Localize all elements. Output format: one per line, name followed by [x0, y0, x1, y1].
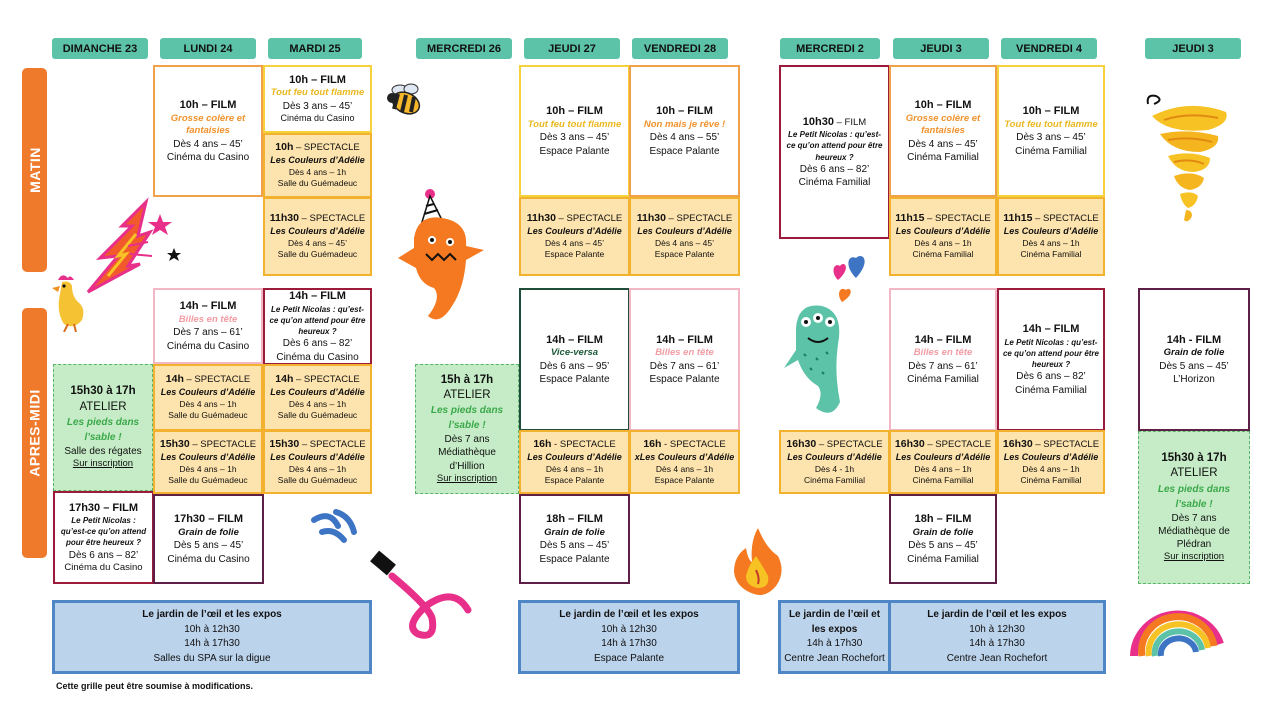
expo-place: Salles du SPA sur la digue	[153, 652, 271, 664]
event-age: Dès 6 ans – 95’	[539, 360, 610, 372]
event-place-line2: d’Hillion	[449, 460, 485, 472]
event-vendredi4-spectacle-11h15[interactable]	[997, 197, 1105, 276]
event-title: Les Couleurs d’Adélie	[1003, 451, 1099, 462]
event-time: 16h30 – SPECTACLE	[1002, 437, 1100, 450]
event-place: Cinéma Familial	[1020, 249, 1082, 260]
event-place: Cinéma Familial	[907, 151, 979, 163]
event-title: Les Couleurs d’Adélie	[895, 451, 991, 462]
event-jeudi3-film-14h[interactable]	[889, 288, 997, 431]
event-age: Dès 4 ans – 45’	[908, 138, 978, 150]
expo-place: Centre Jean Rochefort	[784, 652, 885, 664]
orange-ghost-icon	[394, 188, 490, 330]
day-header-vendredi-28: VENDREDI 28	[632, 38, 728, 59]
event-jeudi27-spectacle-16h[interactable]	[519, 430, 630, 494]
event-time: 14h – FILM	[1022, 323, 1080, 336]
event-age: Dès 4 ans – 1h	[545, 463, 604, 474]
event-mardi-film-14h[interactable]	[263, 288, 372, 365]
event-place: Salle du Guémadeuc	[277, 474, 358, 485]
event-place: Espace Palante	[654, 474, 715, 485]
event-title: Les Couleurs d’Adélie	[160, 387, 256, 398]
event-time: 15h30 à 17h	[70, 385, 136, 398]
event-time: 10h – FILM	[656, 105, 713, 118]
event-age: Dès 4 ans – 1h	[179, 399, 237, 410]
event-place: Espace Palante	[649, 374, 720, 386]
event-place: Cinéma du Casino	[280, 113, 355, 124]
event-place: L’Horizon	[1173, 374, 1215, 386]
event-mardi-spectacle-14h[interactable]	[263, 364, 372, 431]
event-vendredi28-film-morning[interactable]	[629, 65, 740, 197]
event-time: 11h15 – SPECTACLE	[895, 212, 991, 225]
event-jeudi3b-film-14h[interactable]	[1138, 288, 1250, 431]
event-time: 14h – SPECTACLE	[275, 373, 360, 386]
event-title: xLes Couleurs d’Adélie	[634, 451, 735, 462]
event-time: 15h30 – SPECTACLE	[269, 437, 366, 450]
event-time: 11h30 – SPECTACLE	[526, 212, 623, 225]
event-title: Grosse colère et fantaisies	[170, 112, 246, 137]
event-place: Cinéma Familial	[912, 249, 974, 260]
event-title-line2: l’sable !	[84, 431, 122, 443]
event-age: Dès 3 ans – 45’	[539, 132, 610, 144]
day-header-jeudi-27: JEUDI 27	[524, 38, 620, 59]
event-age: Dès 7 ans	[1171, 512, 1217, 524]
event-title: Les Couleurs d’Adélie	[637, 226, 732, 237]
event-title: Les Couleurs d’Adélie	[270, 226, 365, 237]
event-age: Dès 4 ans – 45’	[287, 238, 348, 249]
event-time: 10h – FILM	[546, 105, 603, 118]
event-lundi-film-morning[interactable]	[153, 65, 263, 197]
event-place: Espace Palante	[539, 145, 610, 157]
event-title: Grain de folie	[544, 526, 605, 538]
event-mardi-spectacle-10h[interactable]	[263, 133, 372, 198]
event-place: Espace Palante	[539, 553, 610, 565]
event-title: Grain de folie	[178, 526, 239, 538]
firework-icon	[78, 196, 188, 296]
event-age: Dès 5 ans – 45’	[1159, 360, 1229, 372]
event-jeudi3-spectacle-16h30[interactable]	[889, 430, 997, 494]
event-title: Tout feu tout flamme	[527, 118, 622, 130]
signup-link[interactable]: Sur inscription	[1163, 551, 1225, 563]
event-age: Dès 4 ans – 1h	[1022, 238, 1080, 249]
event-title: Les Couleurs d’Adélie	[270, 155, 365, 166]
event-title: Les Couleurs d’Adélie	[270, 451, 365, 462]
event-dimanche-film-17h30[interactable]	[53, 491, 154, 584]
event-time: 17h30 – FILM	[173, 513, 244, 526]
event-age: Dès 4 ans – 1h	[914, 463, 972, 474]
event-title: Les Couleurs d’Adélie	[270, 387, 365, 398]
event-place: Cinéma Familial	[798, 177, 871, 189]
event-title: Le Petit Nicolas : qu’est-ce qu’on attend pour être heureux ?	[786, 130, 883, 162]
expo-box-2[interactable]	[518, 600, 740, 674]
event-title: Grain de folie	[912, 526, 974, 538]
expo-box-3[interactable]	[778, 600, 891, 674]
event-age: Dès 4 ans – 45’	[654, 238, 715, 249]
day-header-dimanche-23: DIMANCHE 23	[52, 38, 148, 59]
expo-hours-2: 14h à 17h30	[601, 638, 657, 649]
event-time: 16h - SPECTACLE	[643, 437, 726, 450]
event-age: Dès 4 ans – 1h	[914, 238, 972, 249]
event-time: 17h30 – FILM	[68, 501, 139, 514]
event-place: Cinéma du Casino	[167, 553, 250, 565]
event-age: Dès 4 - 1h	[814, 463, 855, 474]
event-lundi-spectacle-15h30[interactable]	[153, 430, 263, 494]
expo-title: Le jardin de l’œil et les expos	[788, 609, 881, 635]
expo-title: Le jardin de l’œil et les expos	[142, 609, 282, 620]
day-header-vendredi-4: VENDREDI 4	[1001, 38, 1097, 59]
rainbow-icon	[1128, 604, 1224, 660]
event-kind: ATELIER	[1170, 467, 1218, 480]
water-hose-icon	[308, 506, 478, 646]
event-place: Cinéma du Casino	[64, 561, 143, 573]
expo-title: Le jardin de l’œil et les expos	[927, 609, 1067, 620]
event-time: 16h30 – SPECTACLE	[894, 437, 992, 450]
day-header-jeudi-3: JEUDI 3	[893, 38, 989, 59]
side-label-matin	[22, 68, 47, 272]
event-time: 14h – FILM	[656, 333, 713, 346]
day-header-mercredi-2: MERCREDI 2	[780, 38, 880, 59]
expo-hours-1: 10h à 12h30	[184, 623, 240, 635]
event-place: Cinéma du Casino	[166, 340, 250, 352]
event-time: 15h30 à 17h	[1161, 452, 1227, 465]
event-time: 10h – FILM	[914, 99, 972, 112]
side-label-matin-text: MATIN	[26, 147, 43, 193]
event-time: 14h – FILM	[179, 300, 237, 313]
event-time: 18h – FILM	[546, 513, 603, 526]
side-label-apres-midi-text: APRES-MIDI	[26, 389, 43, 477]
event-title: Les Couleurs d’Adélie	[895, 226, 991, 237]
event-place: Salle du Guémadeuc	[277, 178, 358, 189]
event-time: 14h – FILM	[914, 333, 972, 346]
event-time: 10h – SPECTACLE	[275, 141, 360, 154]
footer-note: Cette grille peut être soumise à modifications.	[56, 681, 254, 691]
event-lundi-spectacle-14h[interactable]	[153, 364, 263, 431]
event-dimanche-atelier[interactable]	[53, 364, 153, 491]
event-age: Dès 4 ans – 1h	[288, 399, 347, 410]
event-place: Cinéma Familial	[1015, 145, 1087, 157]
tornado-icon	[1138, 90, 1234, 228]
event-mercredi2-spectacle-16h30[interactable]	[779, 430, 890, 494]
event-place: Cinéma du Casino	[166, 151, 250, 163]
event-title: Billes en tête	[913, 347, 973, 359]
event-title-line1: Les pieds dans	[430, 405, 504, 417]
day-header-mardi-25: MARDI 25	[268, 38, 362, 59]
event-mercredi2-film-morning[interactable]	[779, 65, 890, 239]
event-title: Non mais je rêve !	[643, 118, 726, 130]
event-time: 14h – FILM	[289, 290, 346, 303]
expo-place: Centre Jean Rochefort	[946, 652, 1048, 664]
event-place-line1: Médiathèque de	[1158, 525, 1230, 537]
event-place-line2: Plédran	[1176, 539, 1212, 550]
event-place: Salle du Guémadeuc	[168, 410, 248, 421]
event-mercredi26-atelier[interactable]	[415, 364, 519, 494]
flame-icon	[730, 526, 786, 598]
event-jeudi3-film-morning[interactable]	[889, 65, 997, 197]
event-place: Salle du Guémadeuc	[277, 410, 358, 421]
expo-place: Espace Palante	[593, 652, 665, 664]
event-place: Espace Palante	[544, 474, 605, 485]
event-vendredi4-film-14h[interactable]	[997, 288, 1105, 431]
event-title: Le Petit Nicolas : qu’est-ce qu’on attend pour être heureux ?	[1002, 337, 1099, 370]
event-age: Dès 4 ans – 45’	[173, 138, 243, 150]
event-title: Le Petit Nicolas : qu’est-ce qu’on attend pour être heureux ?	[60, 516, 147, 548]
event-place: Salle des régates	[64, 445, 142, 457]
event-place: Salle du Guémadeuc	[168, 474, 248, 485]
event-place: Cinéma Familial	[912, 474, 974, 485]
event-title: Billes en tête	[655, 347, 714, 359]
event-time: 18h – FILM	[914, 513, 972, 526]
event-time: 15h à 17h	[440, 373, 494, 386]
event-vendredi4-film-morning[interactable]	[997, 65, 1105, 197]
event-place: Cinéma du Casino	[276, 351, 359, 363]
event-age: Dès 4 ans – 1h	[1022, 463, 1080, 474]
event-place: Cinéma Familial	[907, 374, 979, 386]
event-jeudi3b-atelier[interactable]	[1138, 431, 1250, 584]
rooster-icon	[48, 272, 88, 332]
event-age: Dès 4 ans – 1h	[288, 167, 347, 178]
event-place: Espace Palante	[654, 249, 715, 260]
expo-hours-1: 10h à 12h30	[969, 623, 1025, 635]
event-title: Billes en tête	[178, 313, 238, 325]
event-title: Grain de folie	[1163, 347, 1225, 359]
event-place-line1: Médiathèque	[438, 447, 496, 459]
expo-hours-1: 14h à 17h30	[806, 638, 863, 649]
event-place: Cinéma Familial	[907, 553, 979, 565]
event-place: Espace Palante	[539, 374, 610, 386]
event-age: Dès 4 ans – 1h	[288, 463, 347, 474]
event-title: Grosse colère et fantaisies	[905, 112, 981, 137]
event-age: Dès 4 ans – 1h	[655, 463, 714, 474]
event-time: 16h30 – SPECTACLE	[786, 437, 883, 450]
event-lundi-film-17h30[interactable]	[153, 494, 264, 584]
event-time: 11h30 – SPECTACLE	[636, 212, 733, 225]
event-title: Les Couleurs d’Adélie	[527, 451, 622, 462]
event-title: Les Couleurs d’Adélie	[1003, 226, 1099, 237]
event-place: Espace Palante	[649, 145, 720, 157]
event-title-line1: Les pieds dans	[66, 416, 140, 428]
event-age: Dès 3 ans – 45’	[282, 100, 353, 112]
event-age: Dès 4 ans – 55’	[649, 132, 720, 144]
event-age: Dès 6 ans – 82’	[68, 549, 139, 561]
event-age: Dès 5 ans – 45’	[173, 540, 244, 552]
event-jeudi27-film-18h[interactable]	[519, 494, 630, 584]
green-monster-icon	[782, 298, 852, 424]
event-age: Dès 4 ans – 1h	[179, 463, 237, 474]
event-time: 14h – SPECTACLE	[165, 373, 251, 386]
event-place: Cinéma Familial	[1020, 474, 1082, 485]
event-jeudi3-spectacle-11h15[interactable]	[889, 197, 997, 276]
event-time: 15h30 – SPECTACLE	[159, 437, 257, 450]
event-lundi-film-14h[interactable]	[153, 288, 263, 364]
event-title-line2: l’sable !	[1175, 498, 1213, 510]
signup-link[interactable]: Sur inscription	[72, 458, 134, 469]
event-mardi-spectacle-15h30[interactable]	[263, 430, 372, 494]
event-place: Cinéma Familial	[804, 474, 865, 485]
event-vendredi28-film-14h[interactable]	[629, 288, 740, 431]
event-jeudi27-film-14h[interactable]	[519, 288, 630, 431]
event-age: Dès 5 ans – 45’	[539, 540, 610, 552]
event-time: 10h – FILM	[179, 99, 237, 112]
event-mardi-film-morning[interactable]	[263, 65, 372, 133]
event-title-line1: Les pieds dans	[1157, 483, 1231, 495]
event-jeudi27-spectacle-11h30[interactable]	[519, 197, 630, 276]
expo-hours-2: 14h à 17h30	[969, 638, 1025, 649]
event-age: Dès 4 ans – 45’	[544, 238, 605, 249]
event-place: Cinéma Familial	[1015, 384, 1087, 396]
bee-icon	[384, 82, 430, 118]
event-place: Espace Palante	[544, 249, 605, 260]
event-age: Dès 7 ans – 61’	[908, 360, 978, 372]
event-kind: ATELIER	[443, 388, 491, 401]
day-header-lundi-24: LUNDI 24	[160, 38, 256, 59]
side-label-apres-midi	[22, 308, 47, 558]
event-age: Dès 7 ans – 61’	[649, 360, 720, 372]
event-time: 10h30 – FILM	[802, 115, 867, 128]
event-age: Dès 7 ans – 61’	[173, 327, 243, 339]
event-vendredi28-spectacle-16h[interactable]	[629, 430, 740, 494]
day-header-jeudi-3-b: JEUDI 3	[1145, 38, 1241, 59]
event-mardi-spectacle-11h30[interactable]	[263, 197, 372, 276]
expo-hours-1: 10h à 12h30	[601, 623, 657, 635]
event-jeudi27-film-morning[interactable]	[519, 65, 630, 197]
event-title: Tout feu tout flamme	[1004, 118, 1098, 130]
event-time: 11h30 – SPECTACLE	[269, 212, 366, 225]
event-age: Dès 3 ans – 45’	[1016, 132, 1086, 144]
event-age: Dès 6 ans – 82’	[1016, 371, 1086, 383]
event-time: 11h15 – SPECTACLE	[1003, 212, 1099, 225]
event-kind: ATELIER	[79, 400, 127, 413]
event-title-line2: l’sable !	[448, 420, 486, 432]
event-age: Dès 5 ans – 45’	[908, 540, 978, 552]
event-time: 16h - SPECTACLE	[533, 437, 616, 450]
event-title: Les Couleurs d’Adélie	[160, 451, 256, 462]
event-age: Dès 6 ans – 82’	[282, 338, 353, 350]
event-title: Tout feu tout flamme	[270, 87, 365, 99]
event-title: Le Petit Nicolas : qu’est-ce qu’on attend pour être heureux ?	[269, 304, 366, 337]
expo-hours-2: 14h à 17h30	[184, 638, 240, 649]
signup-link[interactable]: Sur inscription	[436, 472, 498, 484]
event-time: 14h - FILM	[1166, 333, 1222, 346]
event-age: Dès 6 ans – 82’	[799, 163, 870, 175]
expo-title: Le jardin de l’œil et les expos	[559, 609, 699, 620]
event-title: Vice-versa	[550, 347, 599, 359]
event-vendredi4-spectacle-16h30[interactable]	[997, 430, 1105, 494]
event-age: Dès 7 ans	[444, 434, 490, 446]
event-time: 10h – FILM	[1022, 105, 1080, 118]
event-vendredi28-spectacle-11h30[interactable]	[629, 197, 740, 276]
expo-box-4[interactable]	[888, 600, 1106, 674]
day-header-mercredi-26: MERCREDI 26	[416, 38, 512, 59]
event-time: 10h – FILM	[289, 73, 346, 86]
event-time: 14h – FILM	[546, 333, 603, 346]
event-title: Les Couleurs d’Adélie	[787, 451, 882, 462]
event-title: Les Couleurs d’Adélie	[527, 226, 622, 237]
event-place: Salle du Guémadeuc	[277, 249, 358, 260]
event-jeudi3-film-18h[interactable]	[889, 494, 997, 584]
